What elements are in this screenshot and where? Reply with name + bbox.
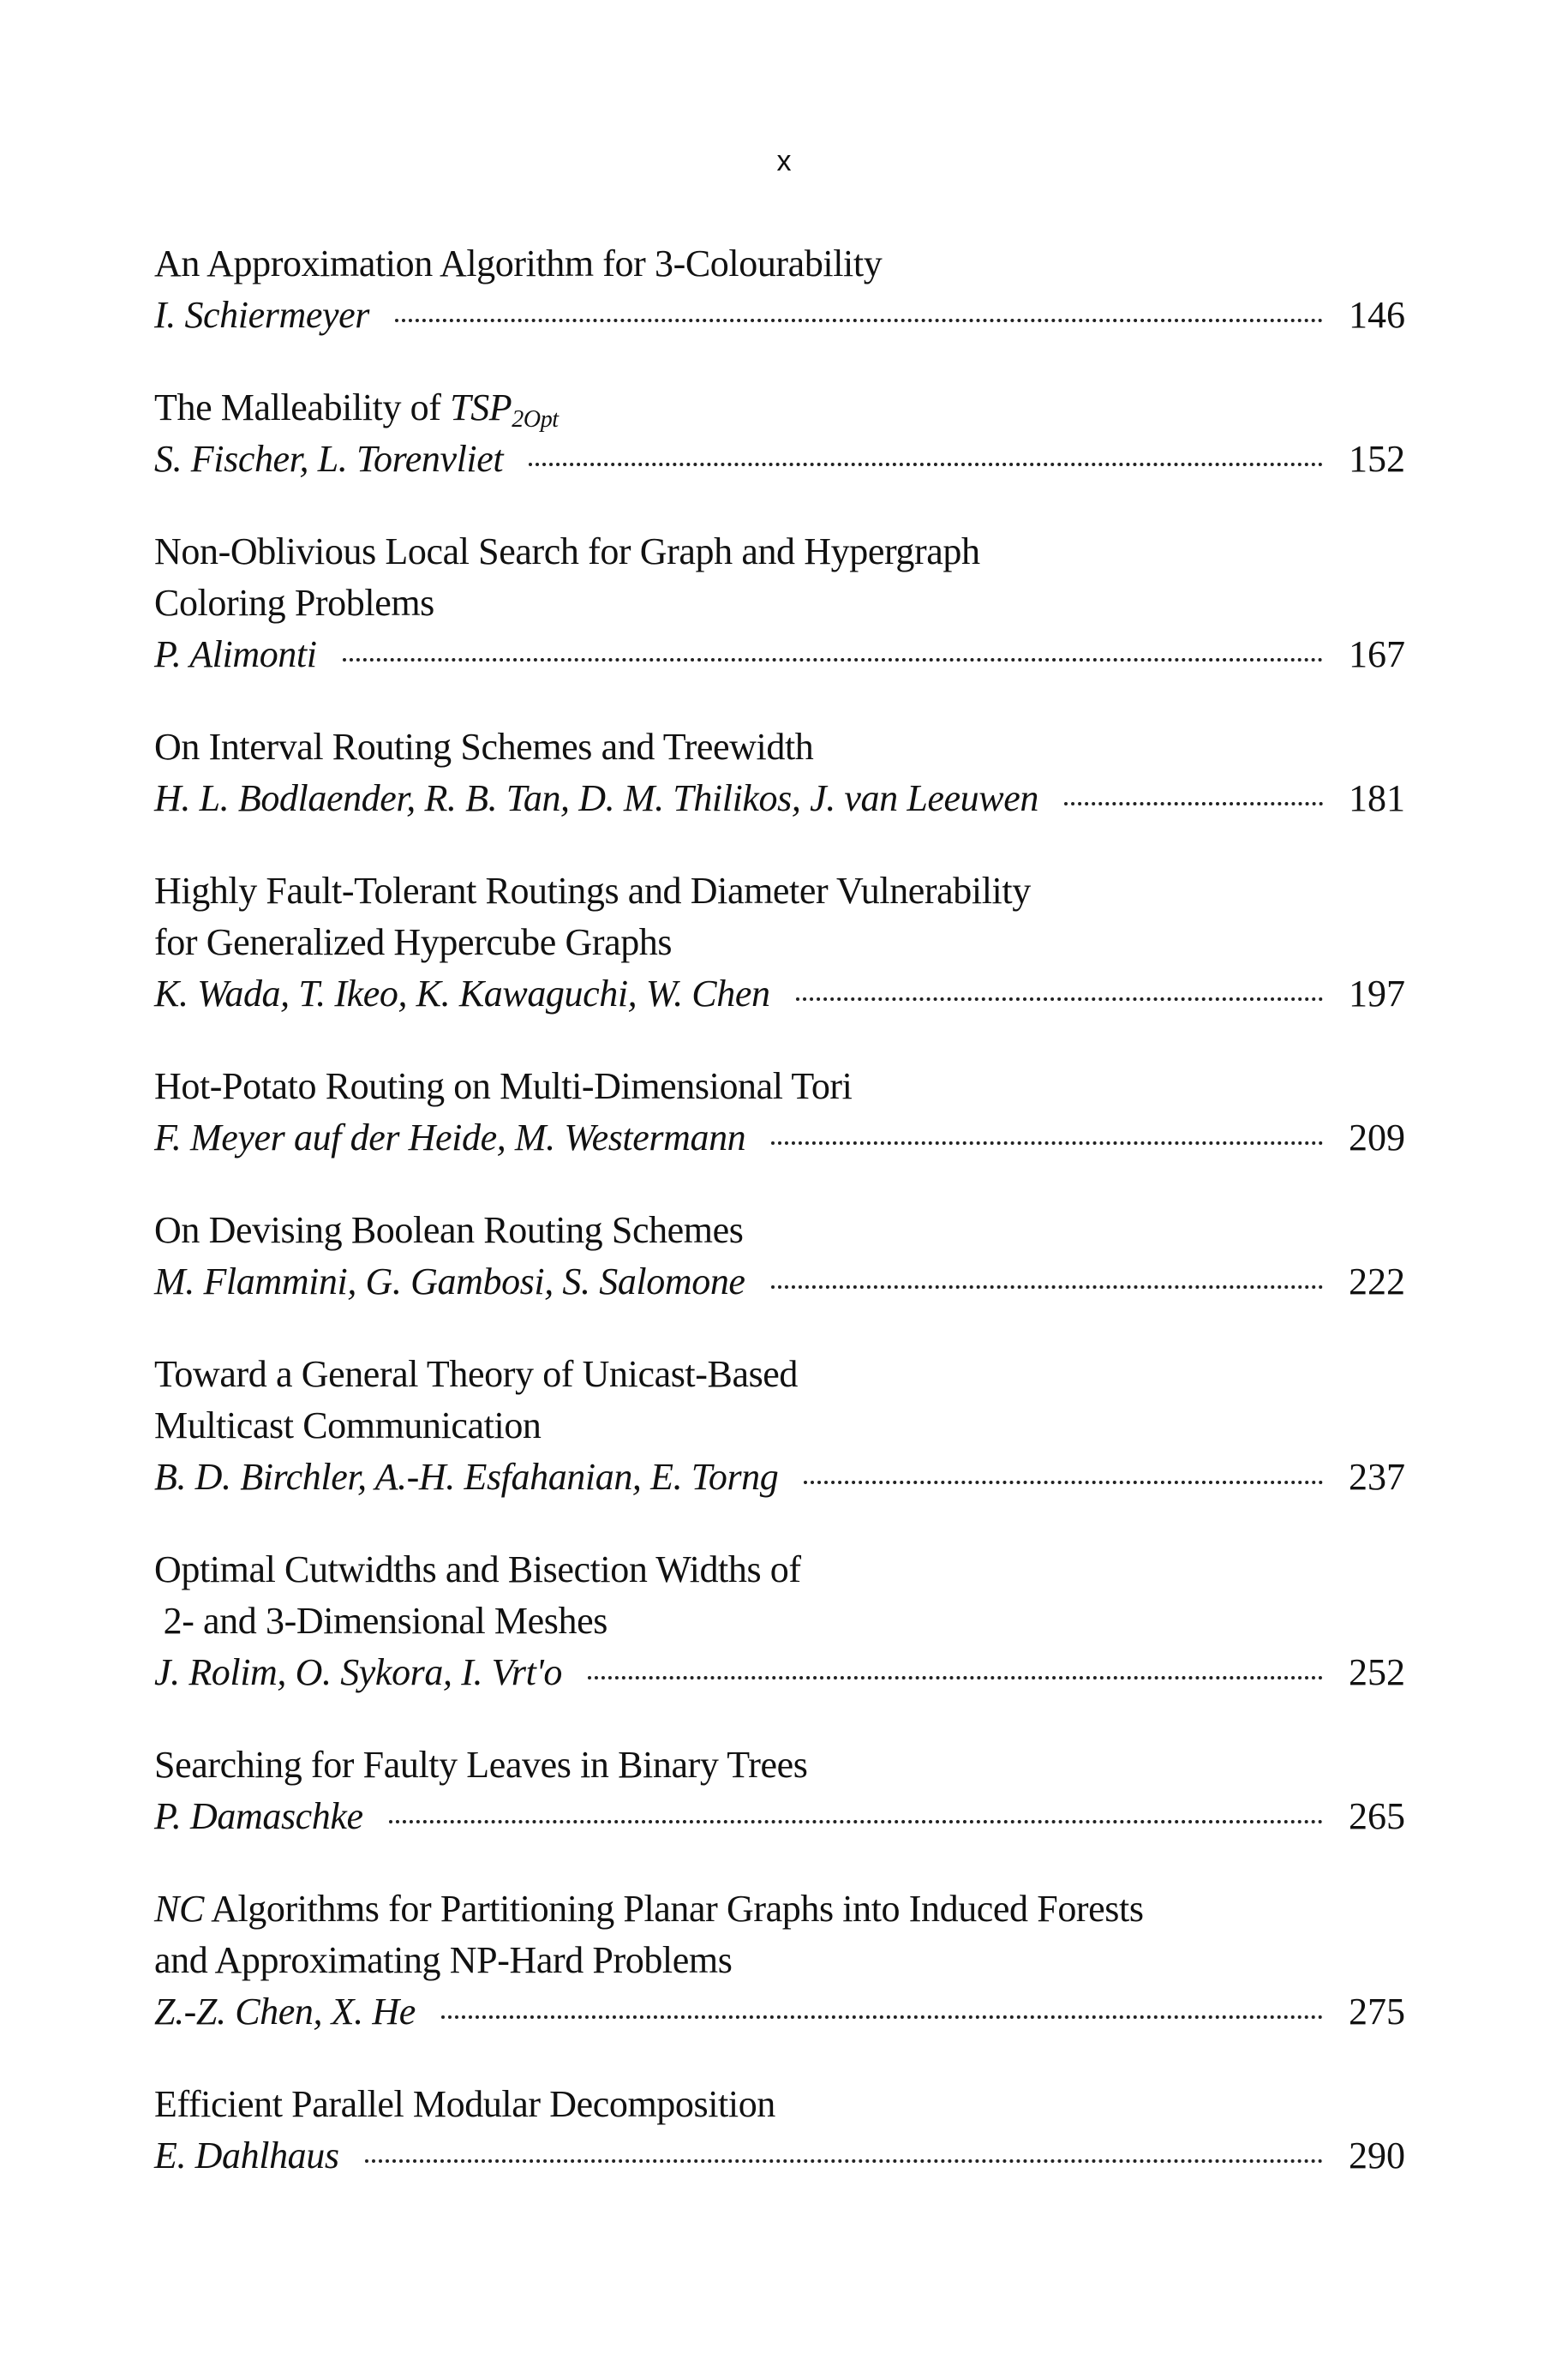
entry-title: Optimal Cutwidths and Bisection Widths of	[154, 1548, 801, 1590]
entry-title: On Interval Routing Schemes and Treewidth	[154, 726, 814, 768]
entry-title: Multicast Communication	[154, 1404, 542, 1446]
entry-authors: I. Schiermeyer	[154, 294, 369, 336]
entry-page: 265	[1349, 1795, 1405, 1837]
dot-leader	[343, 658, 1323, 662]
dot-leader	[796, 997, 1323, 1001]
entry-author-line	[154, 1647, 1405, 1698]
entry-title: Highly Fault-Tolerant Routings and Diameter Vulnerability	[154, 870, 1031, 912]
dot-leader	[389, 1820, 1323, 1823]
entry-authors: F. Meyer auf der Heide, M. Westermann	[154, 1117, 746, 1159]
entry-authors: B. D. Birchler, A.-H. Esfahanian, E. Torng	[154, 1456, 779, 1498]
entry-page: 275	[1349, 1991, 1405, 2033]
dot-leader	[1064, 802, 1323, 805]
toc-entry	[154, 1205, 1405, 1308]
dot-leader	[804, 1481, 1323, 1484]
entry-title: Coloring Problems	[154, 582, 434, 624]
entry-page: 152	[1349, 438, 1405, 480]
entry-authors: J. Rolim, O. Sykora, I. Vrt'o	[154, 1651, 563, 1693]
entry-title-subscript: 2Opt	[512, 406, 559, 433]
toc-entry	[154, 238, 1405, 341]
entry-page: 209	[1349, 1117, 1405, 1159]
entry-page: 197	[1349, 973, 1405, 1015]
entry-page: 181	[1349, 777, 1405, 819]
entry-author-line	[154, 968, 1405, 1020]
entry-author-line	[154, 1452, 1405, 1503]
dot-leader	[771, 1141, 1323, 1145]
entry-authors: S. Fischer, L. Torenvliet	[154, 438, 504, 480]
entry-authors: E. Dahlhaus	[154, 2134, 339, 2176]
entry-authors: M. Flammini, G. Gambosi, S. Salomone	[154, 1260, 745, 1302]
entry-page: 252	[1349, 1651, 1405, 1693]
dot-leader	[441, 2015, 1323, 2019]
entry-title: Non-Oblivious Local Search for Graph and Hypergraph	[154, 530, 980, 572]
entry-authors: P. Alimonti	[154, 633, 317, 675]
dot-leader	[771, 1285, 1323, 1289]
toc-entry	[154, 1349, 1405, 1503]
entry-title: and Approximating NP-Hard Problems	[154, 1939, 733, 1981]
toc-entry	[154, 865, 1405, 1020]
entry-title: An Approximation Algorithm for 3-Colourability	[154, 242, 883, 284]
toc-entry	[154, 1544, 1405, 1698]
dot-leader	[395, 319, 1323, 322]
toc-entry	[154, 382, 1405, 485]
entry-author-line	[154, 773, 1405, 824]
entry-author-line	[154, 1112, 1405, 1164]
entry-author-line	[154, 1256, 1405, 1308]
entry-page: 290	[1349, 2134, 1405, 2176]
entry-page: 222	[1349, 1260, 1405, 1302]
entry-authors: K. Wada, T. Ikeo, K. Kawaguchi, W. Chen	[154, 973, 770, 1015]
toc-entry	[154, 721, 1405, 824]
dot-leader	[588, 1676, 1323, 1679]
entry-title: for Generalized Hypercube Graphs	[154, 921, 673, 963]
entry-page: 146	[1349, 294, 1405, 336]
entry-page: 167	[1349, 633, 1405, 675]
entry-title: Toward a General Theory of Unicast-Based	[154, 1353, 799, 1395]
entry-title-text: The Malleability of	[154, 386, 451, 428]
entry-title: Efficient Parallel Modular Decomposition	[154, 2083, 775, 2125]
entry-title	[154, 1883, 1405, 1935]
entry-author-line	[154, 629, 1405, 680]
entry-author-line	[154, 1986, 1405, 2038]
entry-title-italic: TSP	[450, 386, 512, 428]
entry-title: Hot-Potato Routing on Multi-Dimensional Tori	[154, 1065, 853, 1107]
toc-entry	[154, 1883, 1405, 2038]
entry-authors: P. Damaschke	[154, 1795, 363, 1837]
entry-authors: H. L. Bodlaender, R. B. Tan, D. M. Thilikos, J. van Leeuwen	[154, 777, 1038, 819]
toc-entry	[154, 2079, 1405, 2182]
entry-title: 2- and 3-Dimensional Meshes	[154, 1600, 607, 1642]
entry-author-line	[154, 434, 1405, 485]
entry-page: 237	[1349, 1456, 1405, 1498]
page-number: x	[776, 145, 792, 177]
entry-title	[154, 382, 1405, 434]
dot-leader	[365, 2159, 1323, 2163]
entry-author-line	[154, 1791, 1405, 1842]
entry-author-line	[154, 290, 1405, 341]
entry-title: Searching for Faulty Leaves in Binary Trees	[154, 1744, 808, 1786]
dot-leader	[529, 463, 1323, 466]
table-of-contents	[154, 238, 1405, 2182]
entry-title-italic: NC	[154, 1888, 204, 1930]
entry-authors: Z.-Z. Chen, X. He	[154, 1991, 416, 2033]
toc-entry	[154, 526, 1405, 680]
toc-entry	[154, 1061, 1405, 1164]
entry-author-line	[154, 2130, 1405, 2182]
entry-title-text: Algorithms for Partitioning Planar Graphs into Induced Forests	[203, 1888, 1144, 1930]
toc-entry	[154, 1739, 1405, 1842]
entry-title: On Devising Boolean Routing Schemes	[154, 1209, 744, 1251]
